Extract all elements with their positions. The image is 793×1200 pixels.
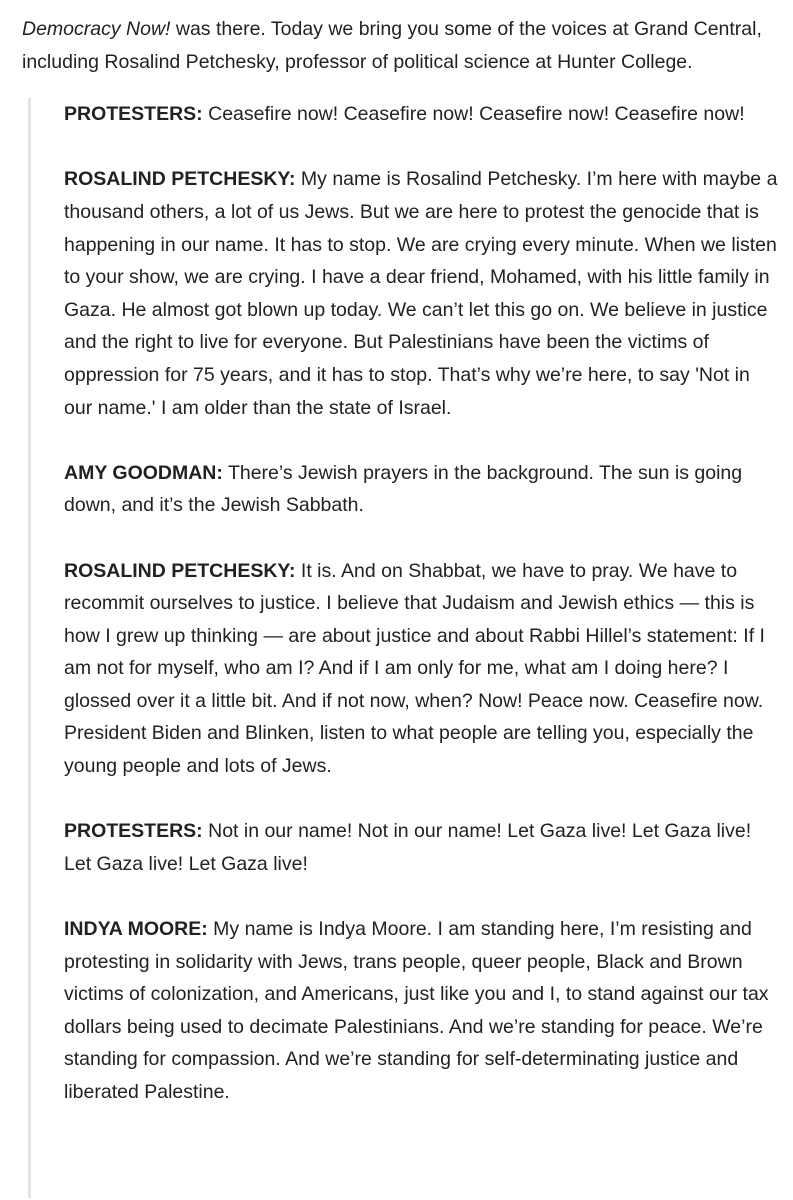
transcript-entry — [64, 163, 779, 424]
transcript-entry — [64, 913, 779, 1109]
speaker-name: AMY GOODMAN: — [64, 461, 223, 484]
intro-paragraph — [22, 13, 779, 78]
transcript-blockquote — [28, 98, 779, 1198]
speaker-name: ROSALIND PETCHESKY: — [64, 559, 296, 582]
speech-text: Not in our name! Not in our name! Let Gaza live! Let Gaza live! Let Gaza live! Let Gaza live! — [64, 820, 752, 875]
transcript-entry — [64, 457, 779, 522]
speaker-name: PROTESTERS: — [64, 820, 203, 843]
outlet-name: Democracy Now! — [22, 18, 171, 40]
speech-text: My name is Indya Moore. I am standing here, I’m resisting and protesting in solidarity with Jews, trans people, queer people, Black and Brown victims of colonization, and Americans, just like you and I, to stand against our tax dollars being used to decimate Palestinians. And we’re standing for peace. We’re standing for compassion. And we’re standing for self-determinating justice and liberated Palestine. — [64, 918, 769, 1103]
speaker-name: PROTESTERS: — [64, 103, 203, 126]
speaker-name: INDYA MOORE: — [64, 918, 208, 941]
transcript-entry — [64, 98, 779, 131]
speech-text: My name is Rosalind Petchesky. I’m here with maybe a thousand others, a lot of us Jews. But we are here to protest the genocide that is happening in our name. It has to stop. We are crying every minute. When we listen to your show, we are crying. I have a dear friend, Mohamed, with his little family in Gaza. He almost got blown up today. We can’t let this go on. We believe in justice and the right to live for everyone. But Palestinians have been the victims of oppression for 75 years, and it has to stop. That’s why we’re here, to say 'Not in our name.' I am older than the state of Israel. — [64, 168, 778, 419]
transcript-entry — [64, 555, 779, 783]
speech-text: There’s Jewish prayers in the background. The sun is going down, and it’s the Jewish Sabbath. — [64, 461, 743, 517]
intro-text: was there. Today we bring you some of the voices at Grand Central, including Rosalind Petchesky, professor of political science at Hunter College. — [22, 18, 762, 73]
speech-text: It is. And on Shabbat, we have to pray. We have to recommit ourselves to justice. I believe that Judaism and Jewish ethics — this is how I grew up thinking — are about justice and about Rabbi Hillel’s statement: If I am not for myself, who am I? And if I am only for me, what am I doing here? I glossed over it a little bit. And if not now, when? Now! Peace now. Ceasefire now. President Biden and Blinken, listen to what people are telling you, especially the young people and lots of Jews. — [64, 559, 765, 778]
speech-text: Ceasefire now! Ceasefire now! Ceasefire now! Ceasefire now! — [202, 103, 745, 126]
speaker-name: ROSALIND PETCHESKY: — [64, 168, 296, 191]
transcript-entry — [64, 815, 779, 880]
